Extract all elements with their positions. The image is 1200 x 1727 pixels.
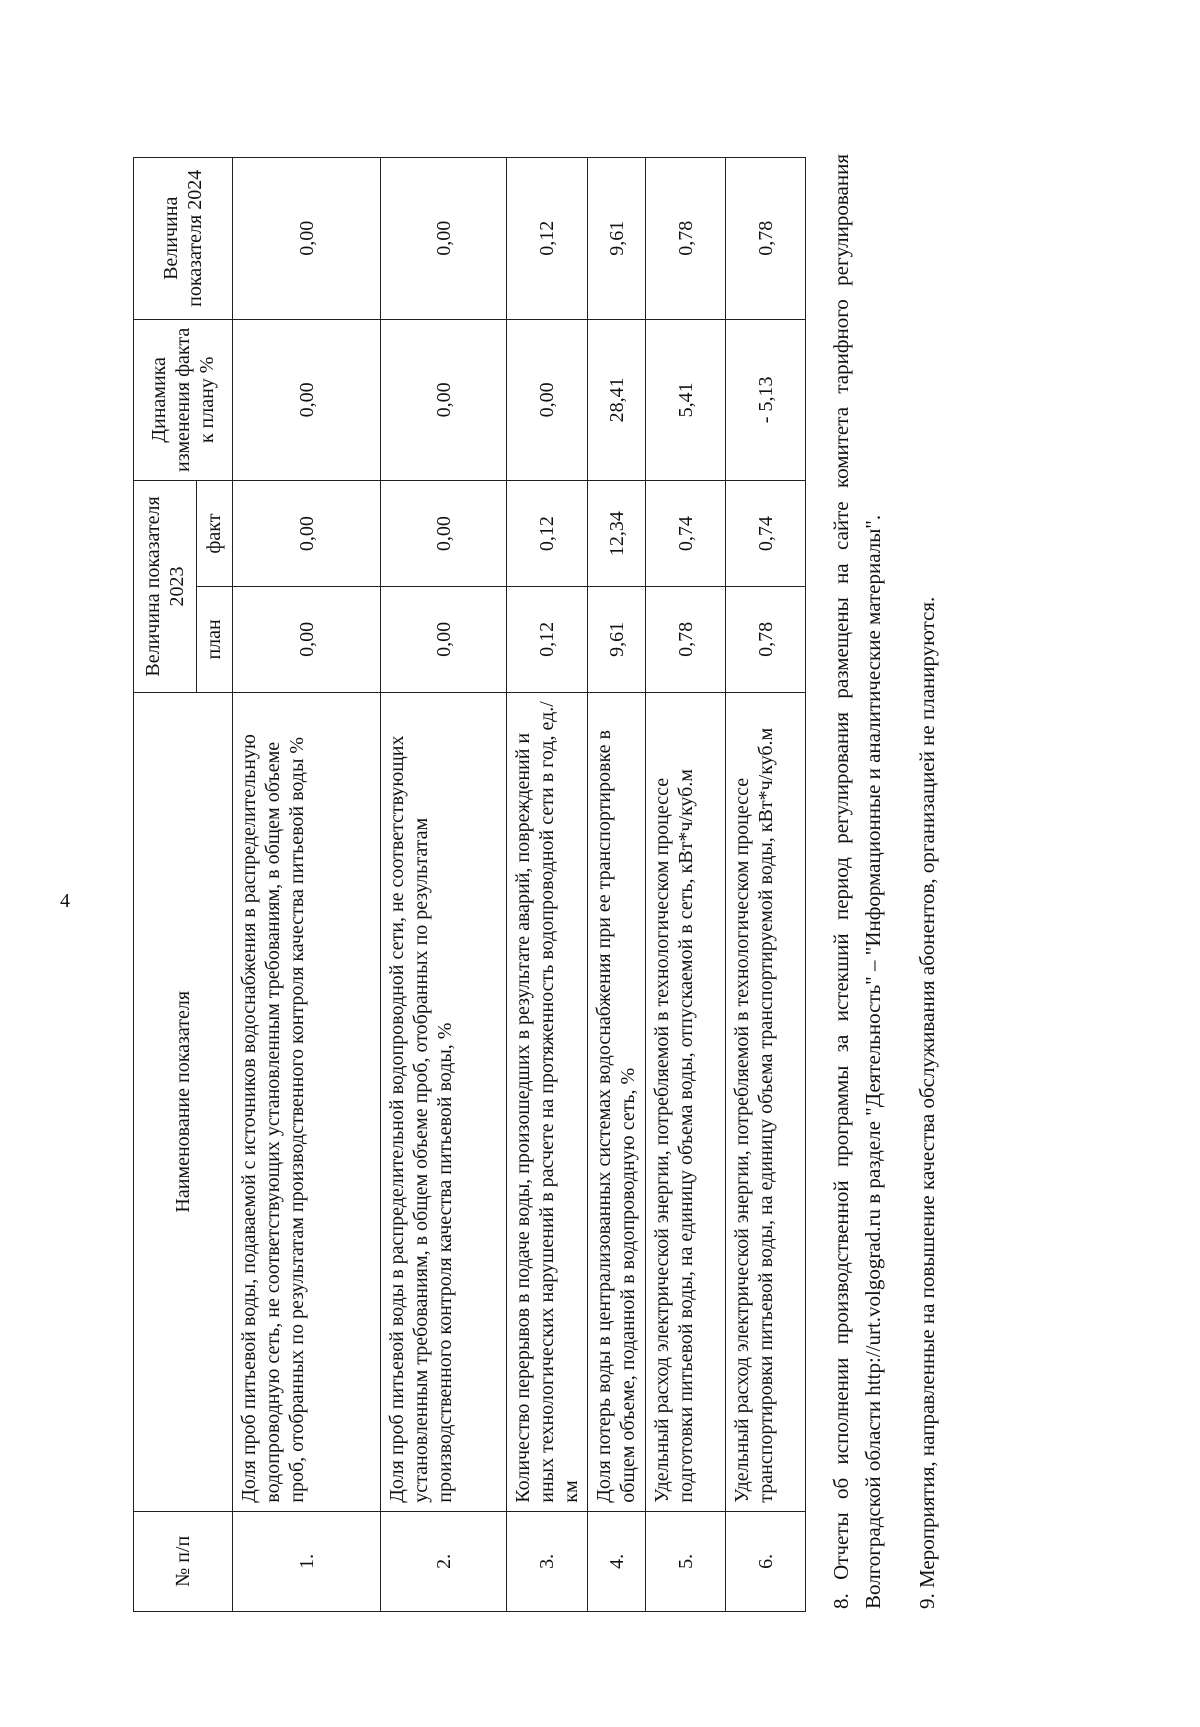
row-num: 2. [381,1511,507,1611]
table-row [646,158,726,1612]
row-fact: 0,74 [726,481,806,587]
header-name: Наименование показателя [134,692,233,1511]
row-plan: 9,61 [588,586,646,692]
note-9-measures: 9. Мероприятия, направленные на повышение качества обслуживания абонентов, организацией не планируются. [915,596,939,1609]
row-num: 4. [588,1511,646,1611]
row-value-2024: 9,61 [588,158,646,320]
row-fact: 0,74 [646,481,726,587]
row-value-2024: 0,12 [507,158,588,320]
row-name: Доля проб питьевой воды в распределительной водопроводной сети, не соответствующих установленным требованиям, в общем объеме проб, отобранных по результатам производственного контроля качества питьевой воды, % [381,692,507,1511]
note-8-reports: 8. Отчеты об исполнении производственной программы за истекший период регулирования размещены на сайте комитета тарифного регулирования Волгоградской области http://urt.volgograd.ru в разделе "Деятельность" – "Информационные и аналитические материалы". [829,154,885,1609]
row-plan: 0,78 [646,586,726,692]
row-dynamics: - 5,13 [726,319,806,481]
row-fact: 12,34 [588,481,646,587]
row-fact: 0,00 [381,481,507,587]
header-value-2024: Величина показателя 2024 [134,158,233,320]
row-value-2024: 0,78 [646,158,726,320]
row-name: Удельный расход электрической энергии, потребляемой в технологическом процессе подготовки питьевой воды, на единицу объема воды, отпускаемой в сеть, кВт*ч/куб.м [646,692,726,1511]
row-dynamics: 0,00 [233,319,381,481]
row-value-2024: 0,00 [233,158,381,320]
table-row [507,158,588,1612]
row-fact: 0,00 [233,481,381,587]
row-value-2024: 0,00 [381,158,507,320]
row-name: Удельный расход электрической энергии, потребляемой в технологическом процессе транспортировки питьевой воды, на единицу объема транспортируемой воды, кВт*ч/куб.м [726,692,806,1511]
row-value-2024: 0,78 [726,158,806,320]
table-row [588,158,646,1612]
header-num: № п/п [134,1511,233,1611]
table-row [233,158,381,1612]
row-dynamics: 0,00 [381,319,507,481]
row-dynamics: 0,00 [507,319,588,481]
row-plan: 0,12 [507,586,588,692]
row-num: 6. [726,1511,806,1611]
table-row [726,158,806,1612]
table-row [381,158,507,1612]
row-num: 3. [507,1511,588,1611]
row-num: 5. [646,1511,726,1611]
row-num: 1. [233,1511,381,1611]
header-dynamics: Динамика изменения факта к плану % [134,319,233,481]
row-fact: 0,12 [507,481,588,587]
header-value-2023: Величина показателя 2023 [134,481,197,693]
header-fact: факт [196,481,232,587]
row-name: Количество перерывов в подаче воды, произошедших в результате аварий, повреждений и иных технологических нарушений в расчете на протяженность водопроводной сети в год, ед./км [507,692,588,1511]
row-dynamics: 5,41 [646,319,726,481]
row-plan: 0,78 [726,586,806,692]
row-name: Доля потерь воды в централизованных системах водоснабжения при ее транспортировке в общем объеме, поданной в водопроводную сеть, % [588,692,646,1511]
table-header-row [134,158,197,1612]
row-name: Доля проб питьевой воды, подаваемой с источников водоснабжения в распределительную водопроводную сеть, не соответствующих установленным требованиям, в общем объеме проб, отобранных по результатам производственного контроля качества питьевой воды % [233,692,381,1511]
indicators-table [133,157,806,1612]
row-plan: 0,00 [233,586,381,692]
page-number: 4 [60,890,70,912]
header-plan: план [196,586,232,692]
row-plan: 0,00 [381,586,507,692]
row-dynamics: 28,41 [588,319,646,481]
